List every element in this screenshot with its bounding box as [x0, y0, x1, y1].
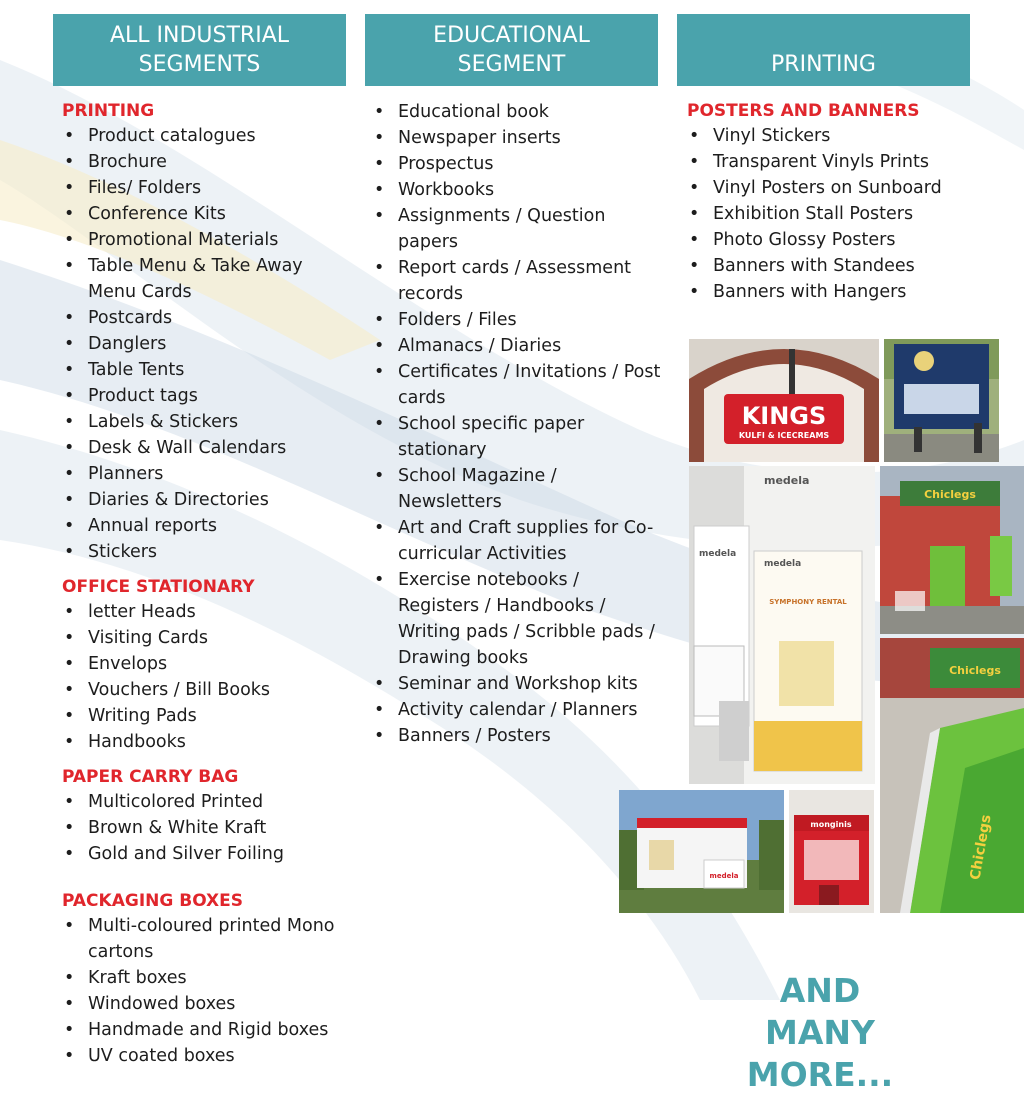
list-item: • Newspaper inserts [372, 125, 662, 151]
and-many-more-text: AND MANY MORE... [746, 971, 894, 1094]
list-item: • Brochure [62, 149, 352, 175]
svg-text:medela: medela [699, 549, 737, 559]
list-item: • Multicolored Printed [62, 789, 352, 815]
list-packaging-boxes [62, 913, 352, 1069]
list-educational [372, 99, 662, 749]
svg-text:medela: medela [764, 559, 802, 569]
section-title-packaging-boxes: PACKAGING BOXES [62, 891, 244, 911]
list-item: • Photo Glossy Posters [687, 227, 977, 253]
list-item: • Kraft boxes [62, 965, 352, 991]
section-title-office-stationary: OFFICE STATIONARY [62, 577, 255, 597]
list-item: • Educational book [372, 99, 662, 125]
list-item: • Seminar and Workshop kits [372, 671, 662, 697]
photo-medela-exhibition [689, 466, 875, 784]
svg-text:Chiclegs: Chiclegs [924, 488, 976, 501]
list-item: • Brown & White Kraft [62, 815, 352, 841]
list-item: • Multi-coloured printed Mono cartons [62, 913, 352, 965]
list-item: • Exhibition Stall Posters [687, 201, 977, 227]
list-item: • Handmade and Rigid boxes [62, 1017, 352, 1043]
list-item: • Vouchers / Bill Books [62, 677, 352, 703]
list-item: • Banners / Posters [372, 723, 662, 749]
svg-text:SYMPHONY RENTAL: SYMPHONY RENTAL [769, 598, 847, 606]
list-item: • Postcards [62, 305, 352, 331]
header-printing: PRINTING [677, 14, 970, 86]
list-item: • Files/ Folders [62, 175, 352, 201]
svg-text:medela: medela [764, 474, 810, 487]
list-item: • Report cards / Assessment records [372, 255, 662, 307]
list-item: • Conference Kits [62, 201, 352, 227]
list-item: • Vinyl Stickers [687, 123, 977, 149]
industrial-segments-column [62, 99, 352, 1069]
list-item: • Writing Pads [62, 703, 352, 729]
list-item: • Folders / Files [372, 307, 662, 333]
svg-text:KINGS: KINGS [741, 402, 827, 430]
list-office-stationary [62, 599, 352, 755]
section-title-printing: PRINTING [62, 101, 155, 121]
section-title-posters-banners: POSTERS AND BANNERS [687, 101, 920, 121]
list-item: • Labels & Stickers [62, 409, 352, 435]
list-item: • Annual reports [62, 513, 352, 539]
list-posters-banners [687, 123, 977, 305]
printing-column [687, 99, 977, 305]
list-item: • Product catalogues [62, 123, 352, 149]
list-item: • Assignments / Question papers [372, 203, 662, 255]
list-item: • Table Tents [62, 357, 352, 383]
list-item: • Promotional Materials [62, 227, 352, 253]
list-item: • Desk & Wall Calendars [62, 435, 352, 461]
list-item: • Art and Craft supplies for Co-curricular Activities [372, 515, 662, 567]
list-item: • letter Heads [62, 599, 352, 625]
list-item: • Banners with Standees [687, 253, 977, 279]
list-item: • Envelops [62, 651, 352, 677]
list-paper-carry-bag [62, 789, 352, 867]
list-item: • Windowed boxes [62, 991, 352, 1017]
educational-segment-column [372, 99, 662, 749]
svg-text:KULFI & ICECREAMS: KULFI & ICECREAMS [738, 431, 830, 440]
svg-text:Chiclegs: Chiclegs [949, 664, 1001, 677]
list-item: • Product tags [62, 383, 352, 409]
list-item: • Transparent Vinyls Prints [687, 149, 977, 175]
header-industrial-segments: ALL INDUSTRIAL SEGMENTS [53, 14, 346, 86]
list-item: • School specific paper stationary [372, 411, 662, 463]
list-item: • Almanacs / Diaries [372, 333, 662, 359]
section-title-paper-carry-bag: PAPER CARRY BAG [62, 767, 239, 787]
list-item: • Danglers [62, 331, 352, 357]
photo-chiclegs-banner [880, 638, 1024, 913]
list-item: • Certificates / Invitations / Post cards [372, 359, 662, 411]
list-item: • Stickers [62, 539, 352, 565]
list-item: • Handbooks [62, 729, 352, 755]
list-item: • Gold and Silver Foiling [62, 841, 352, 867]
list-item: • Planners [62, 461, 352, 487]
photo-kings-sign [689, 339, 879, 462]
list-item: • Table Menu & Take Away Menu Cards [62, 253, 352, 305]
svg-text:Chiclegs: Chiclegs [967, 813, 995, 882]
list-item: • Banners with Hangers [687, 279, 977, 305]
photo-chiclegs-shop [880, 466, 1024, 634]
photo-exhibition-booth [619, 790, 784, 913]
list-item: • Diaries & Directories [62, 487, 352, 513]
photo-outdoor-board [884, 339, 999, 462]
header-educational-segment: EDUCATIONAL SEGMENT [365, 14, 658, 86]
list-printing [62, 123, 352, 565]
list-item: • Workbooks [372, 177, 662, 203]
list-item: • UV coated boxes [62, 1043, 352, 1069]
list-item: • Prospectus [372, 151, 662, 177]
list-item: • Visiting Cards [62, 625, 352, 651]
photo-monginis-kiosk [789, 790, 874, 913]
list-item: • School Magazine / Newsletters [372, 463, 662, 515]
svg-text:medela: medela [709, 872, 739, 880]
list-item: • Exercise notebooks / Registers / Handbooks / Writing pads / Scribble pads / Drawing books [372, 567, 662, 671]
list-item: • Activity calendar / Planners [372, 697, 662, 723]
list-item: • Vinyl Posters on Sunboard [687, 175, 977, 201]
svg-text:monginis: monginis [810, 820, 852, 829]
